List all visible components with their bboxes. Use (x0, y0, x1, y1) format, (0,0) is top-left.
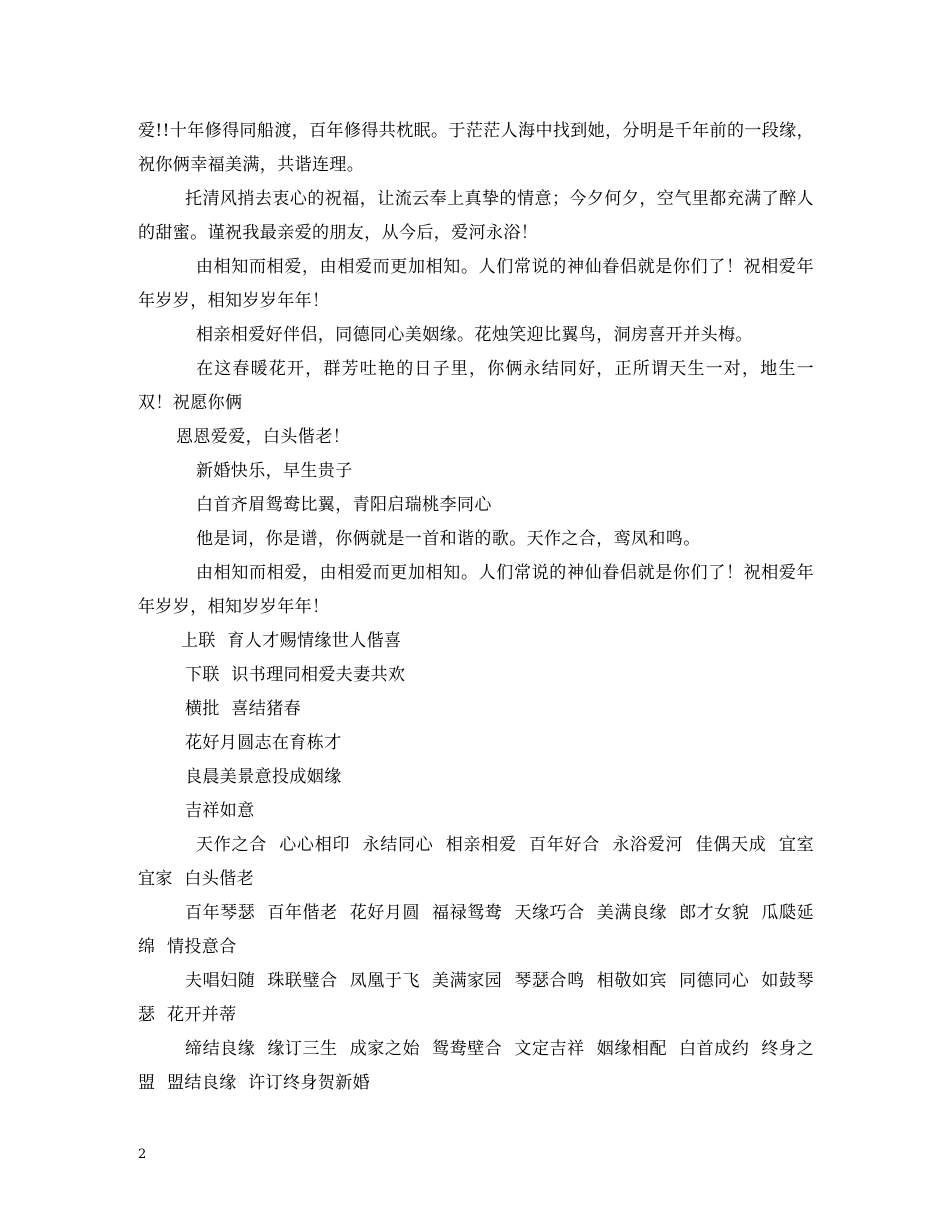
paragraph: 上联 育人才赐情缘世人偕喜 (181, 631, 402, 651)
paragraph: 吉祥如意 (185, 801, 255, 821)
paragraph: 花好月圆志在育栋才 (185, 733, 342, 753)
paragraph: 新婚快乐，早生贵子 (196, 461, 353, 481)
paragraph: 天作之合 心心相印 永结同心 相亲相爱 百年好合 永浴爱河 佳偶天成 宜室宜家 白头偕老 (138, 835, 814, 889)
paragraph: 托清风捎去衷心的祝福，让流云奉上真挚的情意；今夕何夕，空气里都充满了醉人的甜蜜。谨祝我最亲爱的朋友，从今后，爱河永浴！ (138, 189, 814, 243)
paragraph: 由相知而相爱，由相爱而更加相知。人们常说的神仙眷侣就是你们了！祝相爱年年岁岁，相知岁岁年年！ (138, 563, 814, 617)
paragraph: 缔结良缘 缘订三生 成家之始 鸳鸯壁合 文定吉祥 姻缘相配 白首成约 终身之盟 盟结良缘 许订终身贺新婚 (138, 1039, 814, 1093)
paragraph: 他是词，你是谱，你俩就是一首和谐的歌。天作之合，鸾凤和鸣。 (196, 529, 701, 549)
paragraph: 相亲相爱好伴侣，同德同心美姻缘。花烛笑迎比翼鸟，洞房喜开并头梅。 (196, 325, 753, 345)
paragraph: 恩恩爱爱，白头偕老！ (176, 427, 350, 447)
paragraph: 横批 喜结猪春 (185, 699, 302, 719)
paragraph: 由相知而相爱，由相爱而更加相知。人们常说的神仙眷侣就是你们了！祝相爱年年岁岁，相知岁岁年年！ (138, 257, 814, 311)
paragraph: 白首齐眉鸳鸯比翼，青阳启瑞桃李同心 (196, 495, 492, 515)
page-number: 2 (138, 1147, 147, 1162)
paragraph: 良晨美景意投成姻缘 (185, 767, 342, 787)
body-text (138, 114, 814, 1100)
paragraph: 下联 识书理同相爱夫妻共欢 (185, 665, 406, 685)
paragraph: 百年琴瑟 百年偕老 花好月圆 福禄鸳鸯 天缘巧合 美满良缘 郎才女貌 瓜瓞延绵 情投意合 (138, 903, 814, 957)
paragraph: 爱!!十年修得同船渡，百年修得共枕眠。于茫茫人海中找到她，分明是千年前的一段缘，祝你俩幸福美满，共谐连理。 (138, 121, 814, 175)
paragraph: 夫唱妇随 珠联璧合 凤凰于飞 美满家园 琴瑟合鸣 相敬如宾 同德同心 如鼓琴瑟 花开并蒂 (138, 971, 814, 1025)
paragraph: 在这春暖花开，群芳吐艳的日子里，你俩永结同好，正所谓天生一对，地生一双！祝愿你俩 (138, 359, 814, 413)
